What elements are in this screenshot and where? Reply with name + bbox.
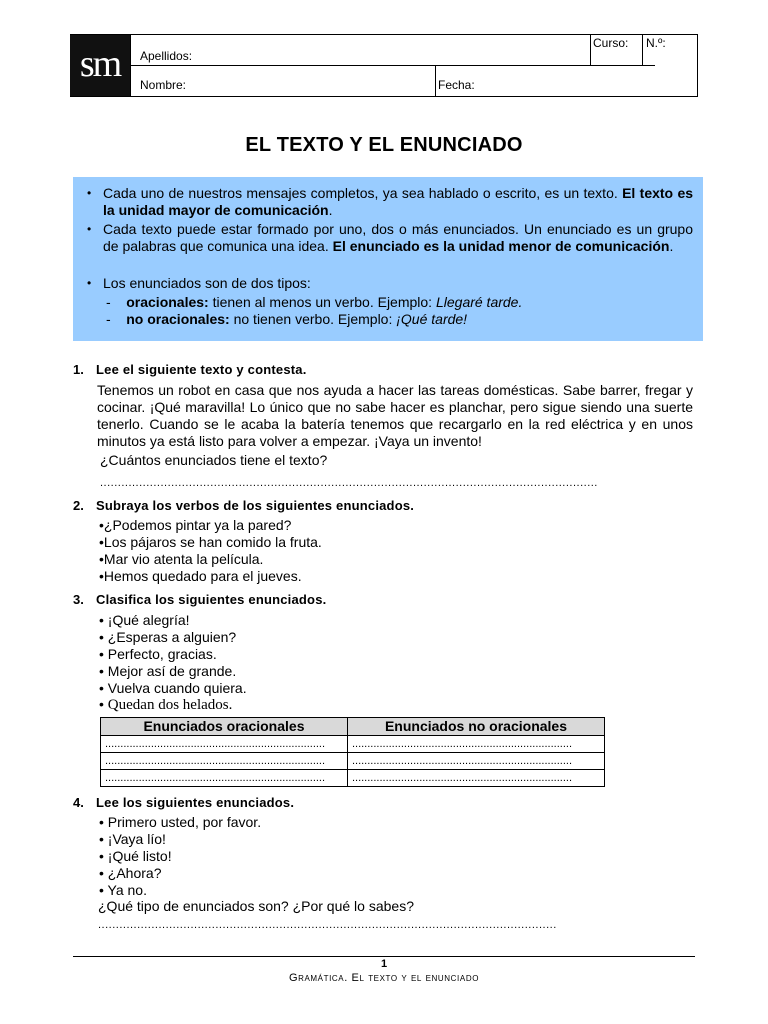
numero-field[interactable]: N.º:: [646, 36, 666, 50]
answer-cell[interactable]: ........................................................................: [101, 736, 348, 753]
table-row: [101, 770, 605, 787]
bullet-icon: •: [87, 222, 92, 236]
list-item: • Quedan dos helados.: [99, 696, 233, 713]
classification-table: [100, 717, 605, 787]
exercise-number: 1.: [73, 362, 84, 377]
list-item: •Hemos quedado para el jueves.: [99, 568, 302, 584]
exercise-3-title: Clasifica los siguientes enunciados.: [96, 592, 327, 607]
definition-enunciado: Cada texto puede estar formado por uno, dos o más enunciados. Un enunciado es un grupo de palabras que comunica una idea. El enunciado es la unidad menor de comunicación.: [103, 221, 693, 254]
footer-divider: [73, 956, 695, 957]
definition-box: [73, 177, 703, 341]
definition-texto: Cada uno de nuestros mensajes completos, ya sea hablado o escrito, es un texto. El texto es la unidad mayor de comunicación.: [103, 185, 694, 218]
fecha-field[interactable]: Fecha:: [438, 78, 475, 92]
list-item: •¿Podemos pintar ya la pared?: [99, 517, 292, 533]
divider: [697, 35, 698, 96]
bullet-icon: •: [87, 186, 92, 200]
list-item: • Primero usted, por favor.: [99, 814, 262, 830]
list-item: • ¿Ahora?: [99, 865, 162, 881]
list-item: • Vuelva cuando quiera.: [99, 680, 247, 696]
answer-cell[interactable]: ........................................................................: [347, 770, 604, 787]
divider: [130, 65, 655, 66]
table-row: [101, 753, 605, 770]
answer-line[interactable]: .................................................................................................................................: [98, 919, 557, 931]
type-oracionales: - oracionales: tienen al menos un verbo. Ejemplo: Llegaré tarde.: [106, 294, 523, 310]
nombre-field[interactable]: Nombre:: [140, 78, 187, 92]
answer-line[interactable]: ............................................................................................................................................: [100, 477, 598, 489]
student-header: [70, 34, 698, 97]
exercise-number: 4.: [73, 795, 84, 810]
list-item: • Ya no.: [99, 882, 147, 898]
table-row: [101, 736, 605, 753]
footer-title: Gramática. El texto y el enunciado: [288, 972, 480, 984]
answer-cell[interactable]: ........................................................................: [101, 753, 348, 770]
answer-cell[interactable]: ........................................................................: [347, 753, 604, 770]
column-header-no-oracionales: Enunciados no oracionales: [347, 718, 604, 736]
exercise-1-question: ¿Cuántos enunciados tiene el texto?: [100, 452, 328, 468]
answer-cell[interactable]: ........................................................................: [101, 770, 348, 787]
apellidos-field[interactable]: Apellidos:: [140, 49, 193, 63]
definition-types: Los enunciados son de dos tipos:: [103, 275, 311, 291]
bullet-icon: •: [87, 276, 92, 290]
exercise-number: 3.: [73, 592, 84, 607]
list-item: •Mar vio atenta la película.: [99, 551, 264, 567]
exercise-1-text: Tenemos un robot en casa que nos ayuda a hacer las tareas domésticas. Sabe barrer, fregar y cocinar. ¡Qué maravilla! Lo único que no sabe hacer es planchar, pero sigue siendo una suerte tenerlo. Cuando se le acaba la batería tenemos que recargarlo en la red eléctrica y en unos minutos ya está listo para volver a empezar. ¡Vaya un invento!: [97, 382, 693, 449]
list-item: • Mejor así de grande.: [99, 663, 237, 679]
list-item: • ¿Esperas a alguien?: [99, 629, 237, 645]
list-item: • ¡Vaya lío!: [99, 831, 166, 847]
list-item: • ¡Qué alegría!: [99, 612, 190, 628]
list-item: • ¡Qué listo!: [99, 848, 172, 864]
exercise-1-title: Lee el siguiente texto y contesta.: [96, 362, 307, 377]
divider: [590, 35, 591, 65]
list-item: • Perfecto, gracias.: [99, 646, 217, 662]
curso-field[interactable]: Curso:: [593, 36, 629, 50]
column-header-oracionales: Enunciados oracionales: [101, 718, 348, 736]
exercise-number: 2.: [73, 498, 84, 513]
divider: [642, 35, 643, 65]
exercise-2-title: Subraya los verbos de los siguientes enunciados.: [96, 498, 415, 513]
list-item: •Los pájaros se han comido la fruta.: [99, 534, 322, 550]
divider: [435, 65, 436, 96]
page-title: EL TEXTO Y EL ENUNCIADO: [245, 134, 523, 156]
type-no-oracionales: - no oracionales: no tienen verbo. Ejemplo: ¡Qué tarde!: [106, 311, 468, 327]
answer-cell[interactable]: ........................................................................: [347, 736, 604, 753]
sm-logo: sm: [70, 35, 130, 96]
exercise-4-title: Lee los siguientes enunciados.: [96, 795, 295, 810]
exercise-4-question: ¿Qué tipo de enunciados son? ¿Por qué lo sabes?: [98, 898, 414, 914]
page-number: 1: [380, 958, 388, 970]
